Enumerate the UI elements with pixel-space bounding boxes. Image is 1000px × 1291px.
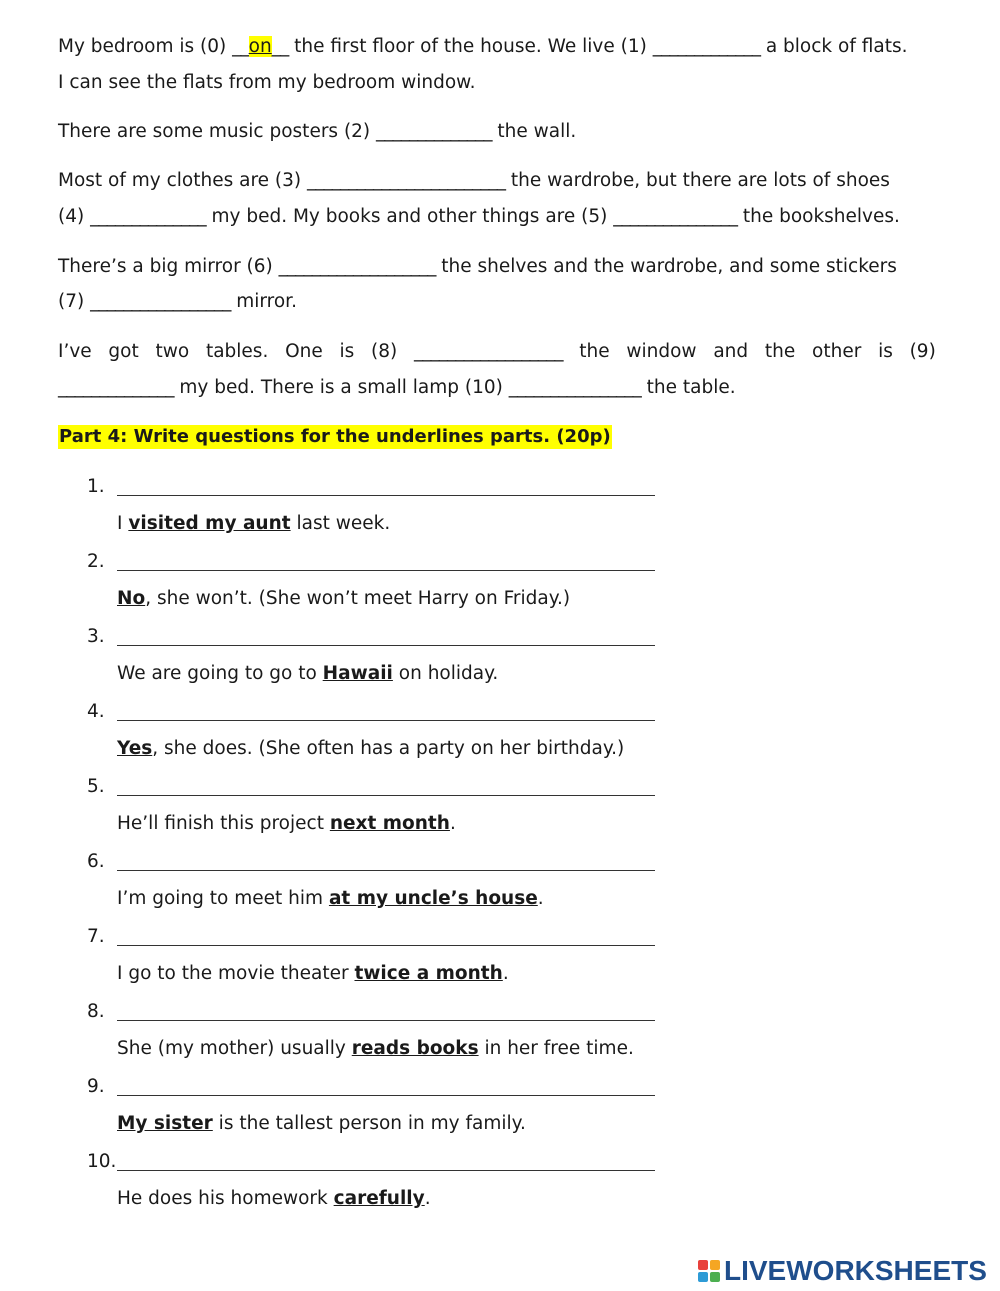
text: my bed. My books and other things are (5) [205, 206, 614, 227]
question-number: 9. [87, 1076, 105, 1097]
underlined-part: twice a month [354, 963, 503, 984]
answer-line[interactable] [117, 1020, 655, 1021]
brand-name: LIVEWORKSHEETS [724, 1255, 987, 1286]
answer-blank-6[interactable]: ___________________ [278, 256, 436, 277]
sentence-text: , she does. (She often has a party on her birthday.) [152, 738, 625, 759]
part4-title: Part 4: Write questions for the underlines parts. (20p) [59, 426, 611, 447]
text: the wall. [491, 121, 577, 142]
answer-line[interactable] [117, 795, 655, 796]
answer-line[interactable] [117, 1170, 655, 1171]
paragraph-1-line-1 [58, 35, 936, 59]
sentence-text: , she won’t. (She won’t meet Harry on Friday.) [145, 588, 571, 609]
given-sentence [117, 663, 498, 684]
text: My bedroom is (0) [58, 36, 233, 57]
word: and [713, 341, 749, 362]
question-number: 4. [87, 701, 105, 722]
text: There’s a big mirror (6) [58, 256, 279, 277]
question-number: 1. [87, 476, 105, 497]
sentence-text: . [537, 888, 544, 909]
sentence-text: on holiday. [392, 663, 499, 684]
paragraph-1-line-2: I can see the flats from my bedroom window. [58, 72, 476, 93]
text: the table. [640, 377, 736, 398]
answer-blank-8[interactable]: __________________ [414, 341, 563, 362]
given-sentence [117, 963, 509, 984]
word: two [155, 341, 190, 362]
word: the [579, 341, 610, 362]
given-sentence [117, 888, 544, 909]
answer-line[interactable] [117, 495, 655, 496]
word: tables. [205, 341, 269, 362]
paragraph-3-line-2 [58, 205, 936, 229]
text: the bookshelves. [736, 206, 900, 227]
given-sentence [117, 1038, 634, 1059]
word: is [339, 341, 355, 362]
given-sentence [117, 738, 624, 759]
question-number: 2. [87, 551, 105, 572]
answer-line[interactable] [117, 1095, 655, 1096]
answer-blank-10[interactable]: ________________ [508, 377, 641, 398]
text: a block of flats. [759, 36, 908, 57]
underlined-part: carefully [333, 1188, 425, 1209]
brand-block [698, 1260, 708, 1270]
given-sentence [117, 1188, 431, 1209]
answer-line[interactable] [117, 645, 655, 646]
word: got [108, 341, 139, 362]
text: There are some music posters (2) [58, 121, 377, 142]
underlined-part: Yes [117, 738, 153, 759]
word: One [285, 341, 323, 362]
given-sentence [117, 588, 570, 609]
brand-blocks-icon [698, 1260, 720, 1282]
answer-blank-2[interactable]: ______________ [376, 121, 492, 142]
underlined-part: reads books [351, 1038, 479, 1059]
sentence-text: She (my mother) usually [117, 1038, 352, 1059]
text: the shelves and the wardrobe, and some stickers [435, 256, 897, 277]
answer-line[interactable] [117, 870, 655, 871]
answer-line[interactable] [117, 945, 655, 946]
underlined-part: visited my aunt [128, 513, 291, 534]
question-number: 5. [87, 776, 105, 797]
question-number: 3. [87, 626, 105, 647]
answer-blank-1[interactable]: _____________ [652, 36, 760, 57]
underlined-part: Hawaii [322, 663, 393, 684]
text: (7) [58, 291, 91, 312]
text: my bed. There is a small lamp (10) [173, 377, 509, 398]
answer-line[interactable] [117, 570, 655, 571]
answer-line[interactable] [117, 720, 655, 721]
answer-blank-4[interactable]: ______________ [90, 206, 206, 227]
paragraph-4-line-1 [58, 255, 936, 279]
brand-logo [698, 1256, 987, 1286]
answer-blank-5[interactable]: _______________ [613, 206, 737, 227]
paragraph-4-line-2 [58, 290, 297, 314]
sentence-text: . [449, 813, 456, 834]
question-number: 6. [87, 851, 105, 872]
answer-blank-3[interactable]: ________________________ [307, 170, 506, 191]
question-number: 8. [87, 1001, 105, 1022]
underlined-part: next month [329, 813, 450, 834]
text: mirror. [230, 291, 297, 312]
answer-blank-9[interactable]: ______________ [58, 377, 174, 398]
word: I’ve [58, 341, 92, 362]
question-number: 7. [87, 926, 105, 947]
blank-prefix: __ [232, 36, 249, 57]
given-sentence [117, 1113, 526, 1134]
word: (8) [371, 341, 398, 362]
answer-blank-7[interactable]: _________________ [90, 291, 231, 312]
text: (4) [58, 206, 91, 227]
paragraph-2 [58, 120, 576, 144]
sentence-text: . [502, 963, 509, 984]
sentence-text: last week. [290, 513, 391, 534]
example-answer: on [248, 36, 272, 57]
paragraph-5-line-1 [58, 340, 936, 364]
text: the first floor of the house. We live (1) [288, 36, 653, 57]
text: Most of my clothes are (3) [58, 170, 308, 191]
sentence-text: in her free time. [478, 1038, 634, 1059]
sentence-text: He does his homework [117, 1188, 334, 1209]
text: the wardrobe, but there are lots of shoes [505, 170, 890, 191]
word: (9) [909, 341, 936, 362]
blank-suffix: __ [271, 36, 289, 57]
sentence-text: I [117, 513, 129, 534]
sentence-text: . [424, 1188, 431, 1209]
sentence-text: I’m going to meet him [117, 888, 329, 909]
brand-block [710, 1272, 720, 1282]
sentence-text: is the tallest person in my family. [212, 1113, 526, 1134]
paragraph-5-line-2 [58, 376, 736, 400]
brand-block [698, 1272, 708, 1282]
sentence-text: He’ll finish this project [117, 813, 330, 834]
word: other [812, 341, 862, 362]
brand-block [710, 1260, 720, 1270]
underlined-part: at my uncle’s house [328, 888, 538, 909]
word: is [878, 341, 893, 362]
given-sentence [117, 813, 456, 834]
sentence-text: We are going to go to [117, 663, 323, 684]
word: the [764, 341, 796, 362]
underlined-part: My sister [117, 1113, 213, 1134]
given-sentence [117, 513, 390, 534]
word: window [626, 341, 697, 362]
paragraph-3-line-1 [58, 169, 936, 193]
underlined-part: No [117, 588, 146, 609]
sentence-text: I go to the movie theater [117, 963, 355, 984]
question-number: 10. [87, 1151, 117, 1172]
